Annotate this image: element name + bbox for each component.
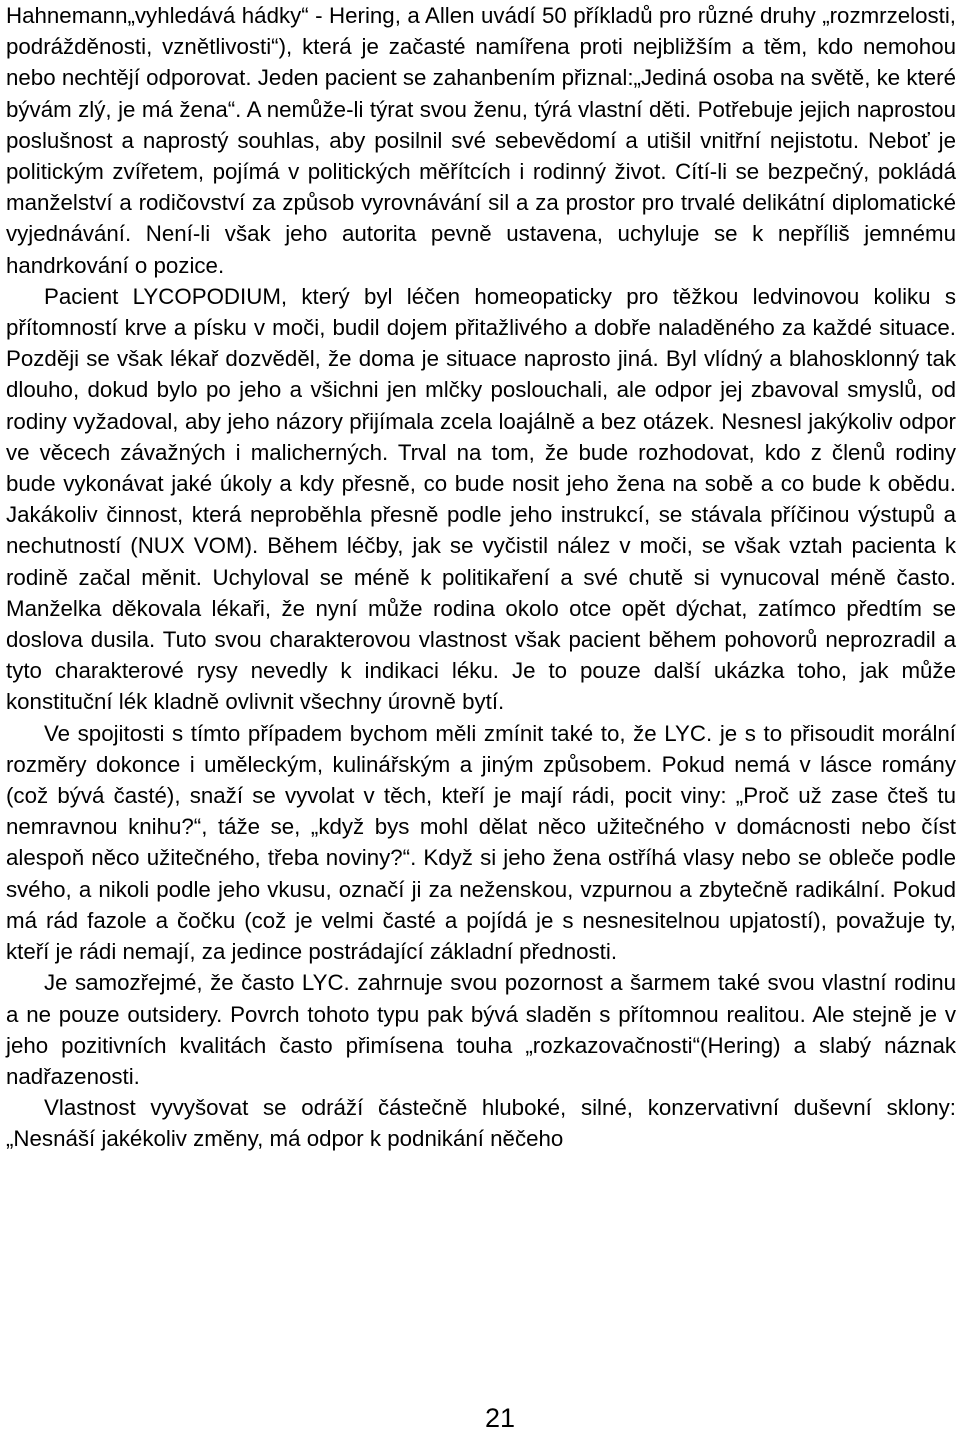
page-number: 21 [484,1403,516,1433]
paragraph-2: Pacient LYCOPODIUM, který byl léčen homeopaticky pro těžkou ledvinovou koliku s přítomností krve a písku v moči, budil dojem přitažlivého a dobře naladěného za každé situace. Později se však lékař dozvěděl, že doma je situace naprosto jiná. Byl vlídný a blahosklonný tak dlouho, dokud bylo po jeho a všichni jen mlčky poslouchali, ale odpor jej zbavoval smyslů, od rodiny vyžadoval, aby jeho názory přijímala zcela loajálně a bez otázek. Nesnesl jakýkoliv odpor ve věcech závažných i malicherných. Trval na tom, že bude rozhodovat, kdo z členů rodiny bude vykonávat jaké úkoly a kdy přesně, co bude nosit jeho žena na sobě a co bude k obědu. Jakákoliv činnost, která neproběhla přesně podle jeho instrukcí, se stávala příčinou výstupů a nechutností (NUX VOM). Během léčby, jak se vyčistil nález v moči, se však vztah pacienta k rodině začal měnit. Uchyloval se méně k politikaření a své chutě si vynucoval méně často. Manželka děkovala lékaři, že nyní může rodina okolo otce opět dýchat, zatímco předtím se doslova dusila. Tuto svou charakterovou vlastnost však pacient během pohovorů neprozradil a tyto charakterové rysy nevedly k indikaci léku. Je to pouze další ukázka toho, jak může konstituční lék kladně ovlivnit všechny úrovně bytí. [6,283,956,715]
paragraph-3: Ve spojitosti s tímto případem bychom měli zmínit také to, že LYC. je s to přisoudit morální rozměry dokonce i uměleckým, kulinářským a jiným způsobem. Pokud nemá v lásce romány (což bývá časté), snaží se vyvolat v těch, kteří je mají rádi, pocit viny: „Proč už zase čteš tu nemravnou knihu?“, táže se, „když bys mohl dělat něco užitečného v domácnosti nebo číst alespoň něco užitečného, třeba noviny?“. Když si jeho žena ostříhá vlasy nebo se obleče podle svého, a nikoli podle jeho vkusu, označí ji za neženskou, vzpurnou a zbytečně radikální. Pokud má rád fazole a čočku (což je velmi časté a pojídá je s nesnesitelnou upjatostí), považuje ty, kteří je rádi nemají, za jedince postrádající základní přednosti. [6,720,956,965]
paragraph-4: Je samozřejmé, že často LYC. zahrnuje svou pozornost a šarmem také svou vlastní rodinu a ne pouze outsidery. Povrch tohoto typu pak bývá sladěn s přítomnou realitou. Ale stejně je v jeho pozitivních kvalitách často přimísena touha „rozkazovačnosti“(Hering) a slabý náznak nadřazenosti. [6,970,956,1089]
paragraph-1: Hahnemann„vyhledává hádky“ - Hering, a Allen uvádí 50 příkladů pro různé druhy „rozmrzelosti, podrážděnosti, vznětlivosti“), která je začasté namířena proti nejbližším a těm, kdo nemohou nebo nechtějí odporovat. Jeden pacient se zahanbením přiznal:„Jediná osoba na světě, ke které bývám zlý, je má žena“. A nemůže-li týrat svou ženu, týrá vlastní děti. Potřebuje jejich naprostou poslušnost a naprostý souhlas, aby posilnil své sebevědomí a utišil vnitřní nejistotu. Neboť je politickým zvířetem, pojímá v politických měřítcích i rodinný život. Cítí-li se bezpečný, pokládá manželství a rodičovství za způsob vyrovnávání sil a za prostor pro trvalé delikátní diplomatické vyjednávání. Není-li však jeho autorita pevně ustavena, uchyluje se k nepříliš jemnému handrkování o pozice. [6,3,956,278]
body-text [6,0,956,1155]
paragraph-5: Vlastnost vyvyšovat se odráží částečně hluboké, silné, konzervativní duševní sklony:„Nesnáší jakékoliv změny, má odpor k podnikání něčeho [6,1095,956,1152]
